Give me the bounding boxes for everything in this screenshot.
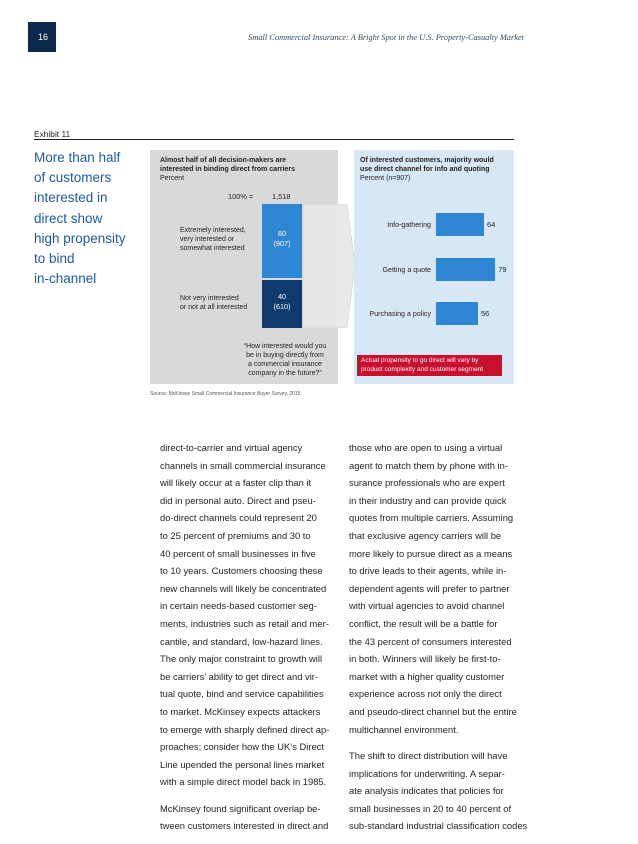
body-line: direct-to-carrier and virtual agency — [160, 442, 303, 453]
category-label-line: very interested or — [180, 236, 235, 243]
left-chart-subtitle: Percent — [160, 175, 185, 182]
body-line: that exclusive agency carriers will be — [349, 529, 502, 541]
headline-line: high propensity — [34, 230, 126, 246]
category-label-line: Not very interested — [180, 295, 239, 302]
body-line: new channels will likely be concentrated — [160, 582, 327, 594]
exhibit-divider — [34, 139, 514, 140]
question-line: be in buying directly from — [246, 352, 324, 359]
body-line: with a simple direct model back in 1985. — [160, 776, 327, 788]
headline-line: More than half — [34, 150, 121, 165]
total-label: 100% = — [228, 192, 254, 201]
body-paragraph — [349, 747, 527, 835]
headline-line: direct show — [34, 210, 103, 226]
left-chart-title-line: interested in binding direct from carriers — [160, 166, 295, 173]
right-chart-title-line: Of interested customers, majority would — [360, 157, 494, 164]
body-line: to 10 years. Customers choosing these — [160, 565, 323, 577]
total-value: 1,518 — [272, 192, 291, 201]
bar-category-label: Info-gathering — [387, 221, 431, 229]
body-line: experience across not only the direct — [349, 688, 502, 700]
body-line: dependent agents will prefer to partner — [349, 582, 510, 594]
body-line: tween customers interested in direct and — [160, 820, 329, 832]
body-line: tual quote, bind and service capabilities — [160, 688, 324, 700]
page-number: 16 — [38, 32, 49, 42]
segment-count: (610) — [273, 302, 291, 311]
note-box — [357, 355, 502, 376]
headline-line: of customers — [34, 170, 112, 186]
bar-category-label: Getting a quote — [382, 266, 431, 274]
note-line: product complexity and customer segment — [361, 365, 484, 373]
running-header: Small Commercial Insurance: A Bright Spot in the U.S. Property-Casualty Market — [248, 33, 524, 42]
headline-line: in-channel — [34, 271, 97, 287]
right-chart-title — [360, 156, 515, 174]
body-line: The shift to direct distribution will have — [349, 750, 508, 762]
body-line: do-direct channels could represent 20 — [160, 512, 317, 524]
body-line: sub-standard industrial classification codes — [349, 820, 528, 832]
expansion-arrow-icon — [303, 204, 355, 328]
body-line: the 43 percent of consumers interested — [349, 635, 512, 647]
body-line: small businesses in 20 to 40 percent of — [349, 802, 512, 814]
left-chart-title — [160, 156, 335, 174]
left-chart-title-line: Almost half of all decision-makers are — [160, 157, 287, 164]
body-line: The only major constraint to growth will — [160, 653, 323, 665]
segment-percent: 60 — [277, 229, 287, 238]
body-line: in their industry and can provide quick — [349, 494, 507, 506]
question-line: company in the future?” — [248, 370, 322, 377]
body-line: ate analysis indicates that policies for — [349, 785, 504, 797]
body-line: be carriers’ ability to get direct and vir- — [160, 670, 319, 682]
category-label-interested — [180, 226, 246, 253]
body-line: market with a higher quality customer — [349, 670, 505, 682]
bar-value-label: 79 — [498, 265, 507, 274]
body-column-left — [160, 439, 329, 844]
segment-value-not-interested — [262, 292, 302, 312]
segment-value-interested — [262, 229, 302, 249]
body-line: Line upended the personal lines market — [160, 758, 325, 770]
body-line: agent to match them by phone with in- — [349, 459, 508, 471]
headline-line: interested in — [34, 190, 108, 206]
body-line: with virtual agencies to avoid channel — [349, 600, 505, 612]
body-line: in certain needs-based customer seg- — [160, 600, 317, 612]
question-line: a commercial insurance — [248, 361, 322, 368]
body-line: to market. McKinsey expects attackers — [160, 705, 321, 717]
body-line: 40 percent of small businesses in five — [160, 547, 316, 559]
body-line: in both. Winners will likely be first-to- — [349, 653, 501, 665]
survey-question — [238, 342, 332, 378]
body-line: conflict, the result will be a battle for — [349, 617, 498, 629]
category-label-line: Extremely interested, — [180, 227, 246, 234]
body-line: implications for underwriting. A separ- — [349, 767, 505, 779]
exhibit-label: Exhibit 11 — [34, 129, 71, 139]
bar-category-label: Purchasing a policy — [369, 310, 431, 318]
note-text — [361, 357, 501, 374]
category-label-line: or not at all interested — [180, 304, 248, 311]
body-line: surance professionals who are expert — [349, 477, 505, 489]
body-line: and pseudo-direct channel but the entire — [349, 705, 517, 717]
right-chart-subtitle: Percent (n=907) — [360, 175, 411, 182]
body-line: McKinsey found significant overlap be- — [160, 802, 321, 814]
body-line: proaches; consider how the UK’s Direct — [160, 741, 324, 753]
source-note: Source: McKinsey Small Commercial Insurance Buyer Survey, 2015 — [150, 391, 301, 397]
bar-value-label: 64 — [487, 220, 496, 229]
body-line: ments, industries such as retail and mer- — [160, 617, 329, 629]
headline-line: to bind — [34, 251, 75, 267]
segment-percent: 40 — [277, 292, 287, 301]
right-chart-title-line: use direct channel for info and quoting — [360, 166, 490, 173]
body-line: to 25 percent of premiums and 30 to — [160, 529, 311, 541]
body-line: channels in small commercial insurance — [160, 459, 326, 471]
bar-mark — [436, 213, 484, 236]
body-line: to emerge with sharply defined direct ap- — [160, 723, 330, 735]
body-line: those who are open to using a virtual — [349, 442, 503, 453]
body-line: more likely to pursue direct as a means — [349, 547, 513, 559]
bar-value-label: 56 — [481, 309, 490, 318]
category-label-not-interested — [180, 294, 247, 312]
body-line: will likely occur at a faster clip than it — [160, 477, 312, 489]
category-label-line: somewhat interested — [180, 245, 245, 252]
body-line: quotes from multiple carriers. Assuming — [349, 512, 514, 524]
body-line: multichannel environment. — [349, 723, 459, 735]
bar-mark — [436, 258, 495, 281]
bar-mark — [436, 302, 478, 325]
body-paragraph — [160, 439, 329, 791]
note-line: Actual propensity to go direct will vary by — [361, 357, 479, 364]
exhibit-headline — [34, 148, 154, 289]
body-paragraph — [160, 800, 329, 835]
question-line: “How interested would you — [243, 343, 327, 350]
body-paragraph — [349, 439, 527, 738]
body-column-right — [349, 439, 527, 844]
body-line: did in personal auto. Direct and pseu- — [160, 494, 316, 506]
body-line: cantile, and standard, low-hazard lines. — [160, 635, 323, 647]
body-line: to drive leads to their agents, while in- — [349, 565, 507, 577]
segment-count: (907) — [273, 239, 291, 248]
